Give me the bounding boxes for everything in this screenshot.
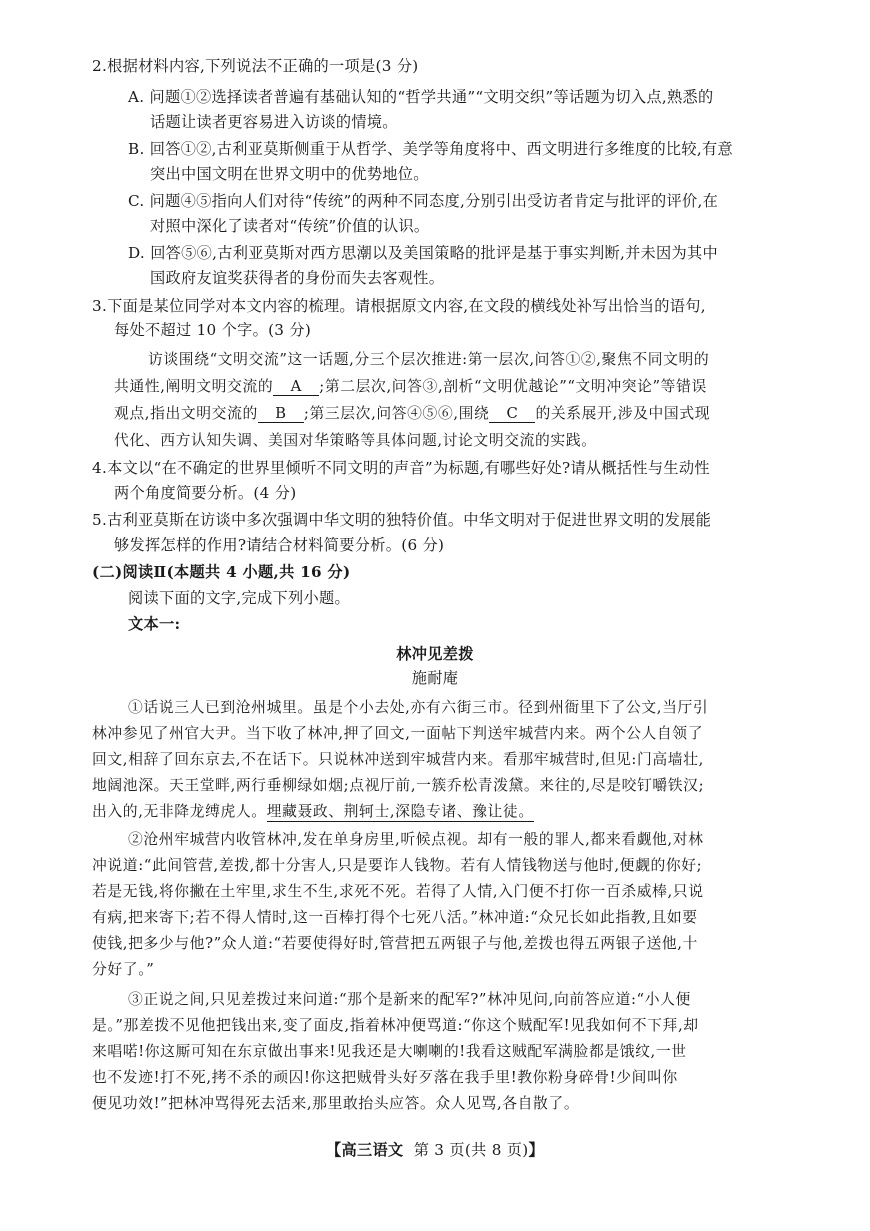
q2-option-a-line2: 话题让读者更容易进入访谈的情境。 (150, 113, 398, 131)
q3-stem-line2: 每处不超过 10 个字。(3 分) (114, 321, 312, 339)
passage-line: 也不发迹!打不死,拷不杀的顽囚!你这把贼骨头好歹落在我手里!教你粉身碎骨!少间叫你 (92, 1069, 678, 1086)
passage-line: 若是无钱,将你撇在土牢里,求生不生,求死不死。若得了人情,入门便不打你一百杀威棒,只说 (92, 883, 704, 900)
q3-text: 观点,指出文明交流的 (114, 405, 258, 422)
q2-option-b-line1: B. 回答①②,古利亚莫斯侧重于从哲学、美学等角度将中、西文明进行多维度的比较,有意 (128, 140, 734, 158)
footer-subject: 高三语文 (341, 1141, 404, 1159)
passage-line: 是。”那差拨不见他把钱出来,变了面皮,指着林冲便骂道:“你这个贼配军!见我如何不下拜,却 (92, 1017, 699, 1034)
q5-line2: 够发挥怎样的作用?请结合材料简要分析。(6 分) (114, 536, 445, 554)
q2-option-a-line1: A. 问题①②选择读者普遍有基础认知的“哲学共通”“文明交织”等话题为切入点,熟悉的 (128, 88, 714, 106)
q4-line1: 4.本文以“在不确定的世界里倾听不同文明的声音”为标题,有哪些好处?请从概括性与生动性 (92, 459, 710, 477)
q3-summary-line3 (114, 404, 710, 424)
page-footer (0, 1140, 870, 1160)
q3-text: 共通性,阐明文明交流的 (114, 378, 274, 395)
passage-line: 便见功效!”把林冲骂得死去活来,那里敢抬头应答。众人见骂,各自散了。 (92, 1095, 580, 1112)
q3-summary-line2 (114, 377, 707, 397)
passage-line: ①话说三人已到沧州城里。虽是个小去处,亦有六街三市。径到州衙里下了公文,当厅引 (128, 699, 709, 716)
q4-line2: 两个角度简要分析。(4 分) (114, 484, 297, 502)
passage-line: 来唱喏!你这厮可知在东京做出事来!见我还是大喇喇的!我看这贼配军满脸都是饿纹,一世 (92, 1043, 687, 1060)
section-heading: (二)阅读Ⅱ(本题共 4 小题,共 16 分) (92, 563, 351, 581)
q2-option-c-line1: C. 问题④⑤指向人们对待“传统”的两种不同态度,分别引出受访者肯定与批评的评价,在 (128, 192, 719, 210)
passage-line: 地阔池深。天王堂畔,两行垂柳绿如烟;点视厅前,一簇乔松青泼黛。来往的,尽是咬钉嚼铁汉; (92, 777, 705, 794)
q2-option-b-line2: 突出中国文明在世界文明中的优势地位。 (150, 165, 429, 183)
text-label: 文本一: (128, 615, 181, 633)
passage-author: 施耐庵 (411, 669, 459, 687)
q2-option-c-line2: 对照中深化了读者对“传统”价值的认识。 (150, 217, 430, 235)
q3-stem-line1: 3.下面是某位同学对本文内容的梳理。请根据原文内容,在文段的横线处补写出恰当的语句, (92, 297, 706, 315)
section-instruction: 阅读下面的文字,完成下列小题。 (128, 589, 350, 607)
passage-line: 林冲参见了州官大尹。当下收了林冲,押了回文,一面帖下判送牢城营内来。两个公人自领了 (92, 725, 704, 742)
blank-b: B (258, 405, 304, 423)
q2-stem: 2.根据材料内容,下列说法不正确的一项是(3 分) (92, 57, 419, 75)
footer-bracket: 【 (325, 1141, 342, 1159)
passage-line: ③正说之间,只见差拨过来问道:“那个是新来的配军?”林冲见问,向前答应道:“小人便 (128, 991, 691, 1008)
q2-option-d-line1: D. 回答⑤⑥,古利亚莫斯对西方思潮以及美国策略的批评是基于事实判断,并未因为其中 (128, 244, 718, 262)
q3-text: ;第三层次,问答④⑤⑥,围绕 (303, 405, 490, 422)
passage-line: 有病,把来寄下;若不得人情时,这一百棒打得个七死八活。”林冲道:“众兄长如此指教,且如要 (92, 909, 698, 926)
blank-c: C (489, 405, 535, 423)
passage-title: 林冲见差拨 (396, 645, 474, 663)
q3-summary-line4: 代化、西方认知失调、美国对华策略等具体问题,讨论文明交流的实践。 (114, 432, 597, 449)
q3-text: ;第二层次,问答③,剖析“文明优越论”“文明冲突论”等错误 (319, 378, 707, 395)
passage-line (92, 802, 534, 822)
footer-bracket: 】 (528, 1141, 545, 1159)
q3-summary-line1: 访谈围绕“文明交流”这一话题,分三个层次推进:第一层次,问答①②,聚焦不同文明的 (148, 351, 710, 368)
passage-line: 回文,相辞了回东京去,不在话下。只说林冲送到牢城营内来。看那牢城营时,但见:门高墙壮, (92, 751, 704, 768)
passage-line: 使钱,把多少与他?”众人道:“若要使得好时,管营把五两银子与他,差拨也得五两银子送他,十 (92, 935, 698, 952)
passage-line: 分好了。” (92, 961, 155, 978)
q2-option-d-line2: 国政府友谊奖获得者的身份而失去客观性。 (150, 269, 445, 287)
footer-page-info: 第 3 页(共 8 页) (413, 1141, 529, 1159)
passage-line: 冲说道:“此间管营,差拨,都十分害人,只是要诈人钱物。若有人情钱物送与他时,便觑的你好; (92, 857, 703, 874)
passage-line: ②沧州牢城营内收管林冲,发在单身房里,听候点视。却有一般的罪人,都来看觑他,对林 (128, 831, 704, 848)
blank-a: A (273, 378, 319, 396)
underlined-sentence: 埋藏聂政、荆轲士,深隐专诸、豫让徒。 (266, 803, 534, 820)
passage-text: 出入的,无非降龙缚虎人。 (92, 803, 267, 820)
q3-text: 的关系展开,涉及中国式现 (535, 405, 711, 422)
q5-line1: 5.古利亚莫斯在访谈中多次强调中华文明的独特价值。中华文明对于促进世界文明的发展能 (92, 511, 712, 529)
